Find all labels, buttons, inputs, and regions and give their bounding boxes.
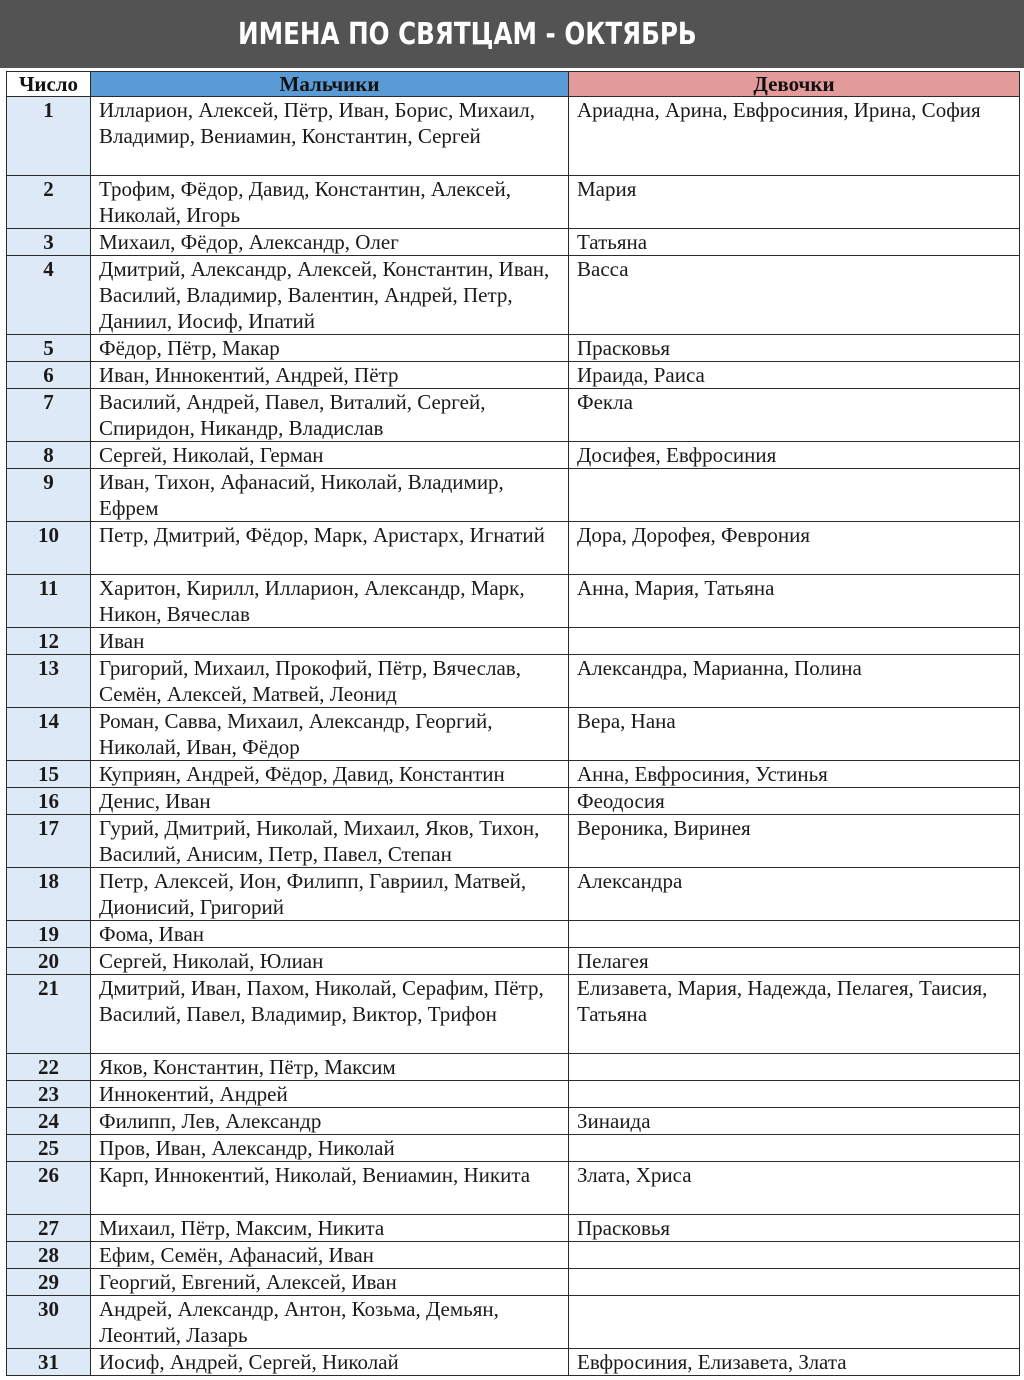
girls-names [569,1135,1020,1162]
boys-names: Фома, Иван [91,921,569,948]
day-number: 25 [7,1135,91,1162]
girls-names: Вера, Нана [569,708,1020,761]
table-row [7,628,1020,655]
boys-names: Дмитрий, Александр, Алексей, Константин, Иван, Василий, Владимир, Валентин, Андрей, Петр, Даниил, Иосиф, Ипатий [91,256,569,335]
day-number: 30 [7,1296,91,1349]
table-row [7,868,1020,921]
girls-names: Татьяна [569,229,1020,256]
girls-names: Елизавета, Мария, Надежда, Пелагея, Таисия, Татьяна [569,975,1020,1054]
girls-names: Мария [569,176,1020,229]
girls-names: Дора, Дорофея, Феврония [569,522,1020,575]
day-number: 4 [7,256,91,335]
day-number: 9 [7,469,91,522]
boys-names: Дмитрий, Иван, Пахом, Николай, Серафим, Пётр, Василий, Павел, Владимир, Виктор, Трифон [91,975,569,1054]
girls-names: Евфросиния, Елизавета, Злата [569,1349,1020,1376]
day-number: 5 [7,335,91,362]
girls-names: Анна, Мария, Татьяна [569,575,1020,628]
boys-names: Роман, Савва, Михаил, Александр, Георгий, Николай, Иван, Фёдор [91,708,569,761]
girls-names [569,1269,1020,1296]
boys-names: Сергей, Николай, Герман [91,442,569,469]
boys-names: Михаил, Пётр, Максим, Никита [91,1215,569,1242]
day-number: 8 [7,442,91,469]
table-row [7,1349,1020,1376]
table-row [7,948,1020,975]
day-number: 22 [7,1054,91,1081]
girls-names: Зинаида [569,1108,1020,1135]
page-title: ИМЕНА ПО СВЯТЦАМ - ОКТЯБРЬ [238,16,697,52]
table-header-row [7,72,1020,97]
boys-names: Пров, Иван, Александр, Николай [91,1135,569,1162]
table-row [7,655,1020,708]
boys-names: Иван, Иннокентий, Андрей, Пётр [91,362,569,389]
boys-names: Фёдор, Пётр, Макар [91,335,569,362]
table-row [7,1215,1020,1242]
boys-names: Трофим, Фёдор, Давид, Константин, Алексей, Николай, Игорь [91,176,569,229]
table-row [7,1269,1020,1296]
boys-names: Василий, Андрей, Павел, Виталий, Сергей, Спиридон, Никандр, Владислав [91,389,569,442]
boys-names: Петр, Алексей, Ион, Филипп, Гавриил, Матвей, Дионисий, Григорий [91,868,569,921]
table-row [7,256,1020,335]
table-row [7,522,1020,575]
day-number: 10 [7,522,91,575]
day-number: 6 [7,362,91,389]
boys-names: Иннокентий, Андрей [91,1081,569,1108]
girls-names: Прасковья [569,1215,1020,1242]
day-number: 23 [7,1081,91,1108]
boys-names: Илларион, Алексей, Пётр, Иван, Борис, Михаил, Владимир, Вениамин, Константин, Сергей [91,97,569,176]
table-row [7,1162,1020,1215]
day-number: 12 [7,628,91,655]
day-number: 1 [7,97,91,176]
day-number: 20 [7,948,91,975]
boys-names: Харитон, Кирилл, Илларион, Александр, Марк, Никон, Вячеслав [91,575,569,628]
day-number: 27 [7,1215,91,1242]
table-row [7,1081,1020,1108]
boys-names: Михаил, Фёдор, Александр, Олег [91,229,569,256]
day-number: 15 [7,761,91,788]
table-row [7,1108,1020,1135]
table-row [7,815,1020,868]
header-girls: Девочки [569,72,1020,97]
table-row [7,921,1020,948]
girls-names: Ираида, Раиса [569,362,1020,389]
table-row [7,761,1020,788]
girls-names: Ариадна, Арина, Евфросиния, Ирина, София [569,97,1020,176]
table-row [7,229,1020,256]
day-number: 31 [7,1349,91,1376]
table-row [7,1054,1020,1081]
girls-names: Вероника, Виринея [569,815,1020,868]
boys-names: Иван [91,628,569,655]
boys-names: Сергей, Николай, Юлиан [91,948,569,975]
table-row [7,1296,1020,1349]
table-row [7,176,1020,229]
table-row [7,442,1020,469]
table-row [7,335,1020,362]
day-number: 24 [7,1108,91,1135]
day-number: 3 [7,229,91,256]
boys-names: Петр, Дмитрий, Фёдор, Марк, Аристарх, Игнатий [91,522,569,575]
girls-names [569,469,1020,522]
table-row [7,389,1020,442]
boys-names: Ефим, Семён, Афанасий, Иван [91,1242,569,1269]
table-row [7,575,1020,628]
boys-names: Гурий, Дмитрий, Николай, Михаил, Яков, Тихон, Василий, Анисим, Петр, Павел, Степан [91,815,569,868]
day-number: 7 [7,389,91,442]
girls-names: Александра [569,868,1020,921]
day-number: 26 [7,1162,91,1215]
boys-names: Карп, Иннокентий, Николай, Вениамин, Никита [91,1162,569,1215]
girls-names: Анна, Евфросиния, Устинья [569,761,1020,788]
girls-names: Пелагея [569,948,1020,975]
girls-names: Злата, Хриса [569,1162,1020,1215]
girls-names [569,1242,1020,1269]
girls-names [569,1054,1020,1081]
table-row [7,1242,1020,1269]
boys-names: Иван, Тихон, Афанасий, Николай, Владимир, Ефрем [91,469,569,522]
girls-names [569,1296,1020,1349]
header-number: Число [7,72,91,97]
girls-names: Александра, Марианна, Полина [569,655,1020,708]
table-row [7,97,1020,176]
table-row [7,975,1020,1054]
girls-names: Фекла [569,389,1020,442]
girls-names: Васса [569,256,1020,335]
day-number: 21 [7,975,91,1054]
day-number: 16 [7,788,91,815]
boys-names: Филипп, Лев, Александр [91,1108,569,1135]
names-table [6,71,1020,1376]
girls-names: Феодосия [569,788,1020,815]
day-number: 13 [7,655,91,708]
boys-names: Денис, Иван [91,788,569,815]
header-boys: Мальчики [91,72,569,97]
boys-names: Георгий, Евгений, Алексей, Иван [91,1269,569,1296]
table-row [7,708,1020,761]
girls-names [569,921,1020,948]
table-row [7,788,1020,815]
boys-names: Иосиф, Андрей, Сергей, Николай [91,1349,569,1376]
title-banner [0,0,1024,68]
table-row [7,469,1020,522]
day-number: 19 [7,921,91,948]
girls-names: Прасковья [569,335,1020,362]
girls-names [569,1081,1020,1108]
girls-names [569,628,1020,655]
table-row [7,362,1020,389]
day-number: 18 [7,868,91,921]
boys-names: Григорий, Михаил, Прокофий, Пётр, Вячеслав, Семён, Алексей, Матвей, Леонид [91,655,569,708]
day-number: 11 [7,575,91,628]
girls-names: Досифея, Евфросиния [569,442,1020,469]
table-row [7,1135,1020,1162]
day-number: 14 [7,708,91,761]
boys-names: Яков, Константин, Пётр, Максим [91,1054,569,1081]
boys-names: Куприян, Андрей, Фёдор, Давид, Константин [91,761,569,788]
day-number: 29 [7,1269,91,1296]
day-number: 17 [7,815,91,868]
day-number: 28 [7,1242,91,1269]
boys-names: Андрей, Александр, Антон, Козьма, Демьян, Леонтий, Лазарь [91,1296,569,1349]
day-number: 2 [7,176,91,229]
